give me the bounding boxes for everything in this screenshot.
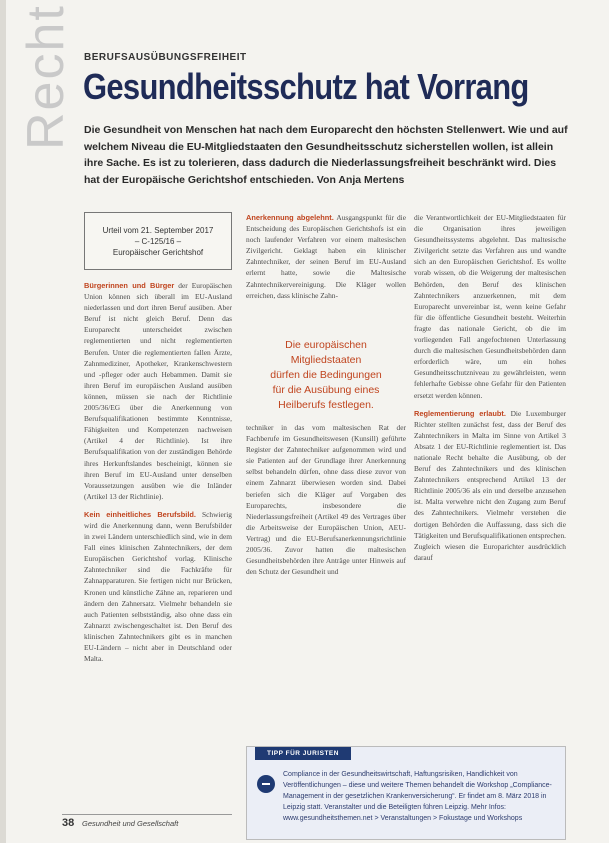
page-number: 38 [62,817,75,829]
section-label: Recht [17,4,75,150]
article-column-1 [84,280,232,671]
pull-quote-line-3: dürfen die Bedingungen [270,369,382,381]
col1-text-2: Schwierig wird die Anerkennung dann, wenn Berufsbilder in zwei Ländern unterschiedlich sind, wie in dem Fall eines klinischen Zahntechnikers, der dem Europäischen Gerichtshof vorlag. Klinische Zahntechniker sind die Fachkräfte für Zahnapparaturen. Sie fertigen nicht nur Brücken, Kronen und künstliche Zähne an, reparieren und ändern den Zahnersatz. Vielmehr behandeln sie auch Patienten selbstständig, also ohne dass ein Zahnarzt zwischengeschaltet ist. Den Beruf des klinischen Zahntechnikers gibt es in manchen EU-Ländern – nicht aber in Deutschland oder Malta. [84,509,232,664]
info-box-tag: TIPP FÜR JURISTEN [255,747,351,760]
col2-text-1: Ausgangspunkt für die Entscheidung des Europäischen Gerichtshofs ist ein noch laufender Verfahren vor einem maltesischen Zivilgericht. Geklagt haben ein klinischer Zahntechniker, der seinen Beruf im EU-Ausland erlernt hatte, sowie die Maltesische Zahntechnikervereinigung. Die Kläger wollen erreichen, dass klinische Zahn- [246,213,406,300]
pull-quote-line-2: Mitgliedstaaten [290,354,362,366]
col1-text-1: der Europäischen Union können sich überall im EU-Ausland niederlassen und dort ihren Beruf ausüben. Aber Beruf ist nicht gleich Beruf. Denn das Europarecht unterscheidet zwischen reglementierten und nicht reglementierten Berufen. Unter die reglementierten fallen Ärzte, Zahnmediziner, Apotheker, Krankenschwestern und -pfleger oder auch Hebammen. Damit sie ihren Beruf im europäischen Ausland ausüben können, müssen sie nach der Richtlinie 2005/36/EG über die Anerkennung von Berufsqualifikationen bestimmte Kenntnisse, Fähigkeiten und Kompetenzen nachweisen (Artikel 4 der Richtlinie). Ist ihre Berufsqualifikation von der zuständigen Behörde ihres Herkunftslandes bescheinigt, können sie ihren Beruf im EU-Ausland unter denselben Voraussetzungen ausüben wie die Inländer (Artikel 13 der Richtlinie). [84,281,232,501]
col2-run-in-head-1: Anerkennung abgelehnt. [246,213,334,222]
col3-paragraph-1: die Verantwortlichkeit der EU-Mitgliedstaaten für die Organisation ihres jeweiligen Gesundheitssystems abgelehnt. Das maltesische Zivilgericht setzte das Verfahren aus und wandte sich an den Europäischen Gerichtshof. Es wollte vorab wissen, ob die Weigerung der maltesischen Behörden, den Beruf des klinischen Zahntechnikers anzuerkennen, mit dem Europarecht unvereinbar ist, wenn keine Gefahr für die öffentliche Gesundheit besteht. Weiterhin fragte das nationale Gericht, ob die im vorliegenden Fall angefochtenen Unterlassung durch die maltesischen Gesundheitsbehörden dann erforderlich wäre, um ein hohes Gesundheitsschutzniveau zu gewährleisten, wenn fehlerhafte Gebisse ohne Gefahr für den Patienten ersetzt werden können. [414,213,566,400]
verdict-box [84,212,232,270]
verdict-date: Urteil vom 21. September 2017 [102,225,214,235]
col2-paragraph-1 [246,212,406,301]
pull-quote-line-1: Die europäischen [285,339,367,351]
col3-run-in-head-2: Reglementierung erlaubt. [414,408,506,418]
headline: Gesundheitsschutz hat Vorrang [83,66,529,107]
col1-run-in-head-2: Kein einheitliches Berufsbild. [84,509,196,519]
article-column-2-top [246,212,406,308]
scan-edge [0,0,6,843]
col1-paragraph-1 [84,280,232,502]
article-column-2-bottom [246,422,406,584]
col3-text-2: Die Luxemburger Richter stellten zunächst fest, dass der Beruf des Zahntechnikers in Malta im Sinne von Artikel 3 Absatz 1 der EU-Richtlinie reglementiert ist. Das nationale Recht behalte die Ausübung, ob der Beruf des Zahntechnikers und des klinischen Zahntechnikers entsprechend Artikel 13 der Richtlinie 2005/36 als ein und derselbe anzusehen ist. Malta verwehre nicht den Zugang zum Beruf des Zahntechnikers. Vielmehr verstehen die dortigen Behörden die Auffassung, dass sich die Tätigkeiten und Berufsqualifikationen entsprechen. Zugleich wiesen die Europarichter ausdrücklich darauf [414,408,566,562]
pull-quote [246,338,406,413]
arrow-circle-icon [257,775,275,793]
article-column-3 [414,212,566,570]
info-box [246,746,566,840]
col3-paragraph-2 [414,408,566,563]
info-box-text: Compliance in der Gesundheitswirtschaft, Haftungsrisiken, Handlichkeit von Veröffentlichungen – diese und weitere Themen behandelt die Workshop „Compliance-Management in der gesetzlichen Krankenversicherung“. Er findet am 8. März 2018 in Leipzig statt. Veranstalter und die Beteiligten führen Leipzig. Mehr Infos: www.gesundheitsthemen.net > Veranstaltungen > Fokustage und Workshops [283,771,552,822]
lead-paragraph: Die Gesundheit von Menschen hat nach dem Europarecht den höchsten Stellenwert. Wie und auf welchem Niveau die EU-Mitgliedstaaten den Gesundheitsschutz sicherstellen wollen, ist allein ihre Sache. Es ist zu tolerieren, dass dadurch die Niederlassungsfreiheit beschränkt wird. Dies hat der Europäische Gerichtshof entschieden. Von Anja Mertens [84,124,568,186]
col2-paragraph-2: techniker in das vom maltesischen Rat der Fachberufe im Gesundheitswesen (Kunsill) geführte Register der Zahntechniker aufgenommen wird und sie Patienten auf der Grundlage ihrer Anerkennung selbst behandeln dürfen, ohne dass diese zuvor von einem Zahnarzt überwiesen worden sind. Dabei beriefen sich die Kläger auf Vorgaben des Europarechts, insbesondere die Niederlassungsfreiheit (Artikel 49 des Vertrages über die Arbeitsweise der Europäischen Union, AEU-Vertrag) und die EU-Berufsanerkennungsrichtlinie 2005/36. Zuvor hatten die maltesischen Gesundheitsbehörden ihre Anträge unter Hinweis auf den Schutz der Gesundheit und [246,423,406,577]
pull-quote-line-4: für die Ausübung eines [272,384,380,396]
kicker: BERUFSAUSÜBUNGSFREIHEIT [84,52,247,63]
verdict-case-number: – C-125/16 – [134,236,182,246]
footer-section: Gesundheit und Gesellschaft [82,819,179,828]
footer-rule [62,814,232,815]
verdict-court: Europäischer Gerichtshof [112,247,204,257]
col1-run-in-head-1: Bürgerinnen und Bürger [84,281,175,290]
pull-quote-line-5: Heilberufs festlegen. [278,399,374,411]
col1-paragraph-2 [84,509,232,664]
